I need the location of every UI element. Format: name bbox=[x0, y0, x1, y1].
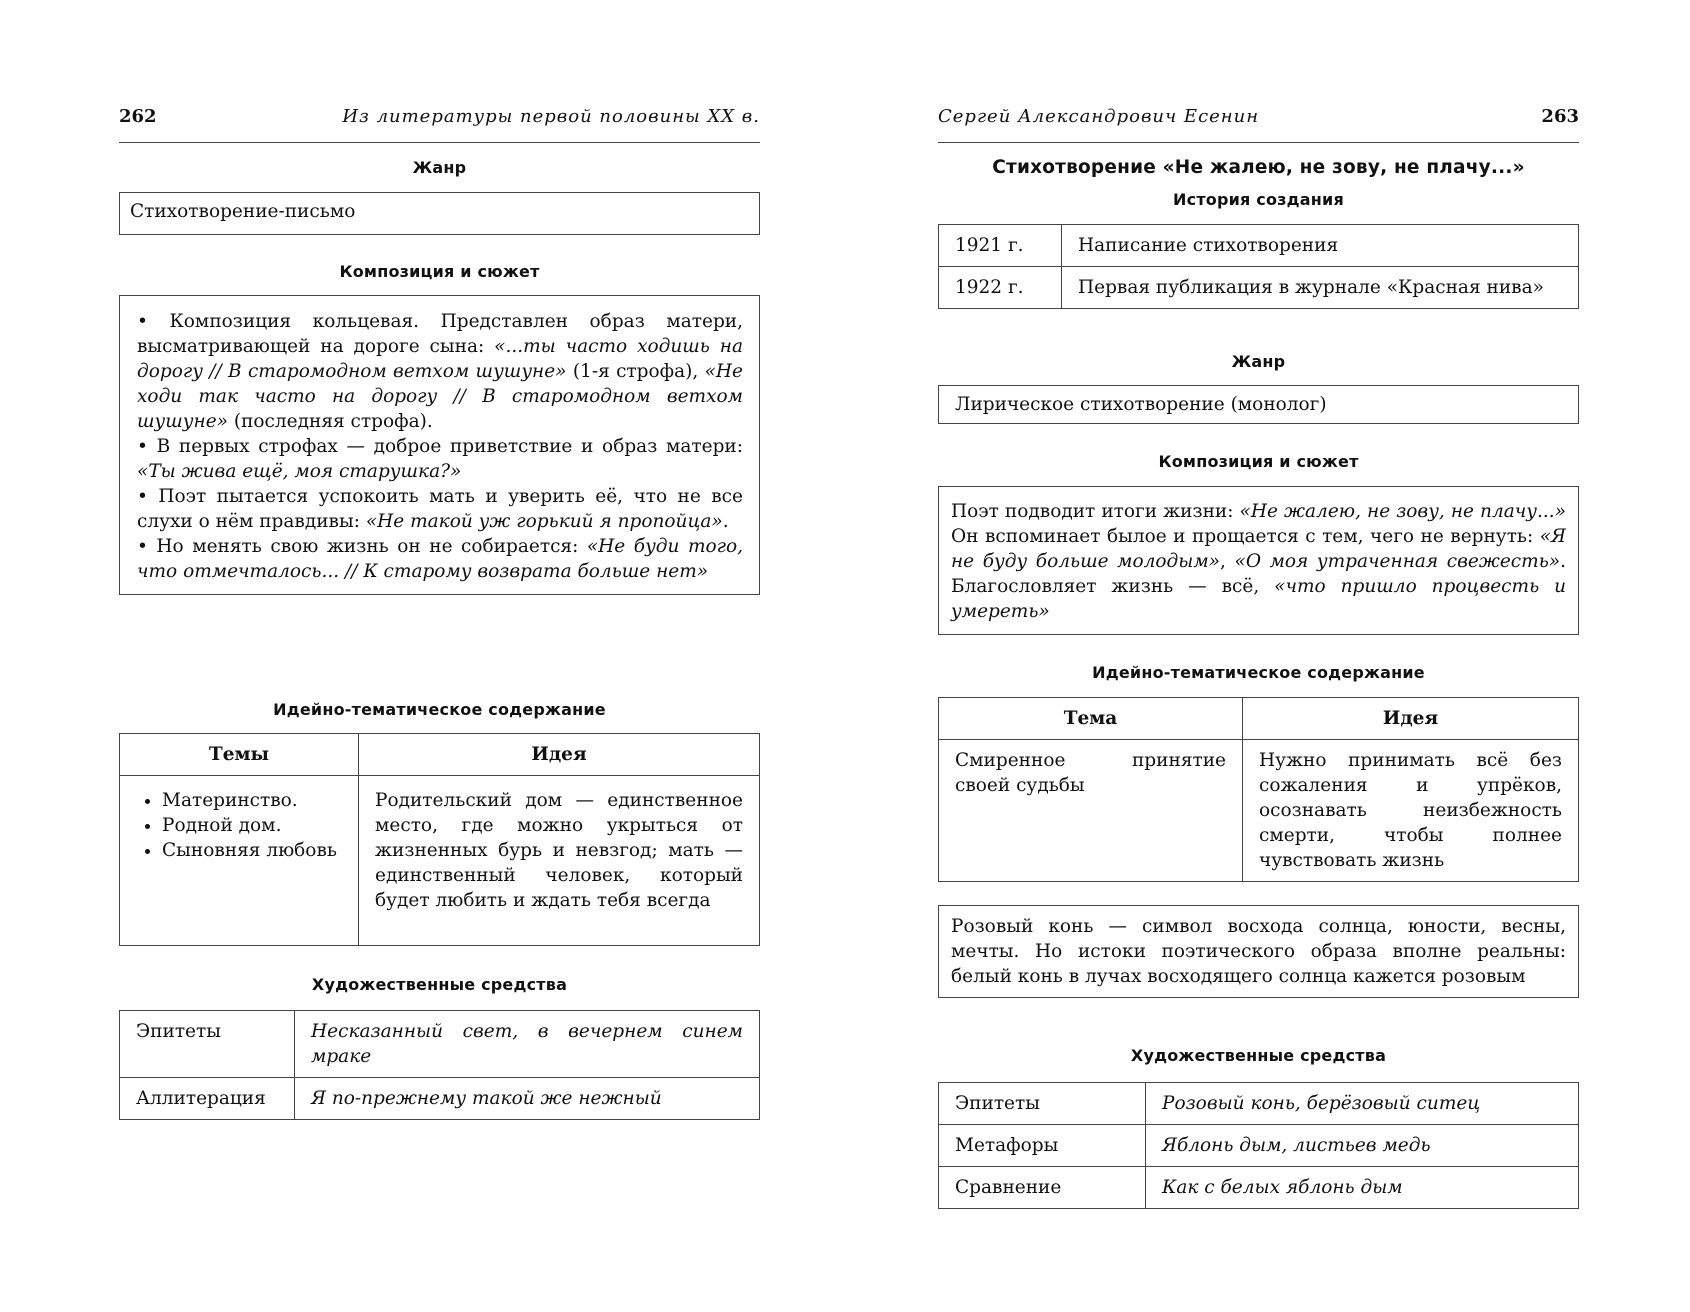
device-term: Сравнение bbox=[939, 1167, 1146, 1209]
quotation: «Ты жива ещё, моя старушка?» bbox=[137, 461, 462, 482]
composition-point bbox=[137, 434, 743, 484]
text-run: . Благословляет жизнь — всё, bbox=[951, 551, 1566, 597]
history-row bbox=[939, 225, 1579, 267]
text-run: • Но менять свою жизнь он не собирается: bbox=[137, 536, 587, 557]
running-header bbox=[119, 102, 760, 143]
genre-value: Стихотворение-письмо bbox=[130, 201, 356, 222]
text-run: (1-я строфа), bbox=[566, 361, 705, 382]
themes-list bbox=[136, 788, 342, 863]
quotation: «Не буди того, что отмечталось... // К старому возврата больше нет» bbox=[137, 536, 744, 582]
history-event: Написание стихотворения bbox=[1062, 225, 1579, 267]
device-row bbox=[939, 1125, 1579, 1167]
composition-box bbox=[938, 486, 1579, 635]
device-row bbox=[939, 1083, 1579, 1125]
device-example bbox=[1146, 1125, 1579, 1167]
genre-heading: Жанр bbox=[412, 158, 467, 177]
text-run: , bbox=[1220, 551, 1235, 572]
left-page bbox=[119, 0, 760, 1109]
text-run: . bbox=[722, 511, 729, 532]
col-header-idea: Идея bbox=[1243, 698, 1579, 740]
quotation: «Не жалею, не зову, не плачу...» bbox=[1239, 501, 1566, 522]
genre-box bbox=[119, 192, 760, 235]
text-run: Он вспоминает былое и прощается с тем, чего не вернуть: bbox=[951, 526, 1540, 547]
quotation: «Не такой уж горький я пропойца» bbox=[365, 511, 723, 532]
col-header-idea: Идея bbox=[359, 734, 760, 776]
device-row bbox=[120, 1011, 760, 1078]
history-event: Первая публикация в журнале «Красная нива» bbox=[1062, 267, 1579, 309]
device-row bbox=[120, 1078, 760, 1120]
devices-table bbox=[938, 1082, 1579, 1209]
history-year: 1922 г. bbox=[939, 267, 1062, 309]
device-example-text: Яблонь дым, листьев медь bbox=[1162, 1135, 1431, 1156]
devices-table bbox=[119, 1010, 760, 1120]
note-box bbox=[938, 905, 1579, 998]
quotation: «...ты часто ходишь на дорогу // В старомодном ветхом шушуне» bbox=[137, 336, 743, 382]
ideas-table bbox=[119, 733, 760, 946]
quotation: «что пришло процвесть и умереть» bbox=[951, 576, 1566, 622]
device-example bbox=[1146, 1083, 1579, 1125]
theme-item: • Материнство. bbox=[162, 788, 342, 813]
device-example-text: Как с белых яблонь дым bbox=[1162, 1177, 1403, 1198]
composition-point bbox=[137, 534, 743, 584]
history-table bbox=[938, 224, 1579, 309]
device-term: Аллитерация bbox=[120, 1078, 295, 1120]
device-row bbox=[939, 1167, 1579, 1209]
text-run: • Поэт пытается успокоить мать и уверить её, что не все слухи о нём правдивы: bbox=[137, 486, 743, 532]
composition-box bbox=[119, 295, 760, 595]
genre-heading: Жанр bbox=[1231, 352, 1286, 371]
device-example bbox=[1146, 1167, 1579, 1209]
idea-cell: Родительский дом — единственное место, где можно укрыться от жизненных бурь и невзгод; мать — единственный человек, который будет любить и ждать тебя всегда bbox=[359, 776, 760, 946]
quotation: «Не ходи так часто на дорогу // В старомодном ветхом шушуне» bbox=[137, 361, 743, 432]
devices-heading: Художественные средства bbox=[1130, 1046, 1387, 1065]
device-example-text: Несказанный свет, в вечернем синем мраке bbox=[311, 1021, 743, 1067]
ideas-heading: Идейно-тематическое содержание bbox=[273, 700, 606, 719]
composition-heading: Композиция и сюжет bbox=[339, 262, 540, 281]
ideas-heading: Идейно-тематическое содержание bbox=[1092, 663, 1425, 682]
idea-cell: Нужно принимать всё без сожаления и упрёков, осознавать неизбежность смерти, чтобы полнее чувствовать жизнь bbox=[1243, 740, 1579, 882]
device-term: Метафоры bbox=[939, 1125, 1146, 1167]
history-heading: История создания bbox=[1173, 190, 1344, 209]
device-example bbox=[295, 1078, 760, 1120]
text-run: Поэт подводит итоги жизни: bbox=[951, 501, 1240, 522]
history-row bbox=[939, 267, 1579, 309]
device-example-text: Я по-прежнему такой же нежный bbox=[311, 1088, 662, 1109]
quotation: «О моя утраченная свежесть» bbox=[1234, 551, 1561, 572]
ideas-table bbox=[938, 697, 1579, 882]
theme-item: • Сыновняя любовь bbox=[162, 838, 342, 863]
composition-point bbox=[137, 309, 743, 434]
device-example bbox=[295, 1011, 760, 1078]
theme-cell: Смиренное принятие своей судьбы bbox=[939, 740, 1243, 882]
page-number: 262 bbox=[119, 106, 157, 127]
text-run: (последняя строфа). bbox=[227, 411, 433, 432]
device-example-text: Розовый конь, берёзовый ситец bbox=[1162, 1093, 1481, 1114]
running-title: Из литературы первой половины XX в. bbox=[342, 106, 760, 127]
genre-value: Лирическое стихотворение (монолог) bbox=[955, 394, 1327, 415]
composition-heading: Композиция и сюжет bbox=[1158, 452, 1359, 471]
device-term: Эпитеты bbox=[120, 1011, 295, 1078]
quotation: «Я не буду больше молодым» bbox=[951, 526, 1566, 572]
poem-title: Стихотворение «Не жалею, не зову, не плачу...» bbox=[992, 157, 1525, 178]
col-header-theme: Тема bbox=[939, 698, 1243, 740]
genre-box bbox=[938, 385, 1579, 424]
devices-heading: Художественные средства bbox=[311, 975, 568, 994]
text-run: • Композиция кольцевая. Представлен образ матери, высматривающей на дороге сына: bbox=[137, 311, 743, 357]
text-run: • В первых строфах — доброе приветствие и образ матери: bbox=[137, 436, 743, 457]
composition-point bbox=[137, 484, 743, 534]
history-year: 1921 г. bbox=[939, 225, 1062, 267]
page-number: 263 bbox=[1541, 106, 1579, 127]
theme-item: • Родной дом. bbox=[162, 813, 342, 838]
running-header bbox=[938, 102, 1579, 143]
device-term: Эпитеты bbox=[939, 1083, 1146, 1125]
col-header-themes: Темы bbox=[120, 734, 359, 776]
running-title: Сергей Александрович Есенин bbox=[938, 106, 1260, 127]
note-text: Розовый конь — символ восхода солнца, юности, весны, мечты. Но истоки поэтического образа вполне реальны: белый конь в лучах восходящего солнца кажется розовым bbox=[951, 916, 1566, 987]
right-page bbox=[938, 0, 1579, 1198]
